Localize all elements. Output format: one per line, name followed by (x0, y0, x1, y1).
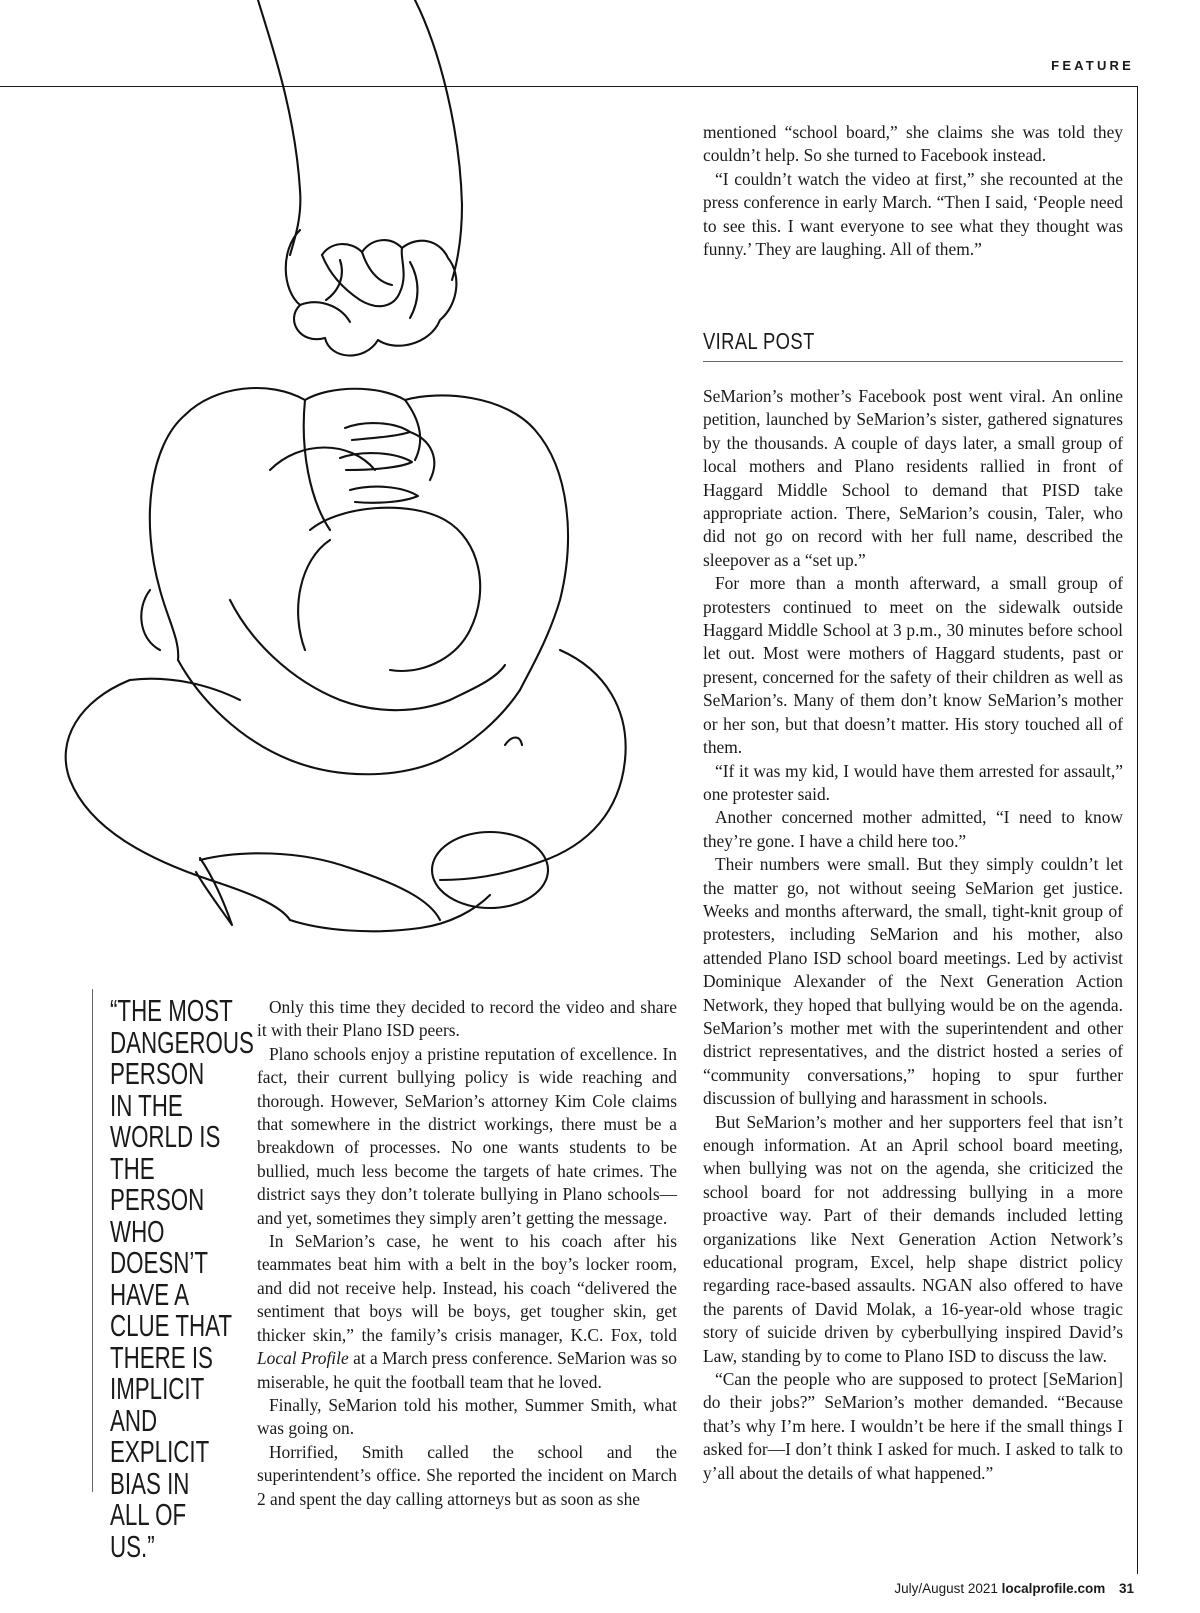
article-column-right-top (703, 121, 1123, 261)
paragraph: “If it was my kid, I would have them arrested for assault,” one protester said. (703, 760, 1123, 804)
pull-quote: “THE MOST DANGEROUS PERSON IN THE WORLD IS THE PERSON WHO DOESN’T HAVE A CLUE THAT THERE IS IMPLICIT AND EXPLICIT BIAS IN ALL OF US.” (110, 993, 254, 1564)
paragraph: Another concerned mother admitted, “I need to know they’re gone. I have a child here too.” (703, 807, 1123, 851)
pull-quote-rule (92, 989, 93, 1492)
paragraph: “Can the people who are supposed to protect [SeMarion] do their jobs?” SeMarion’s mother demanded. “Because that’s why I’m here. I wouldn’t be here if the small things I asked for—I don’t think I asked for much. I asked to talk to y’all about the details of what happened.” (703, 1369, 1123, 1483)
page-number: 31 (1118, 1581, 1134, 1596)
text-run: at a March press conference. SeMarion was so miserable, he quit the football team that he loved. (257, 1348, 677, 1392)
paragraph: Plano schools enjoy a pristine reputation of excellence. In fact, their current bullying policy is wide reaching and thorough. However, SeMarion’s attorney Kim Cole claims that somewhere in the district workings, there must be a breakdown of processes. No one wants students to be bullied, much less become the targets of hate crimes. The district says they don’t tolerate bullying in Plano schools—and yet, sometimes they simply aren’t getting the message. (257, 1043, 677, 1228)
paragraph: For more than a month afterward, a small group of protesters continued to meet on the sidewalk outside Haggard Middle School at 3 p.m., 30 minutes before school let out. Most were mothers of Haggard students, past or present, concerned for the safety of their children as well as SeMarion’s. Many of them don’t know SeMarion’s mother or her son, but that doesn’t matter. His story touched all of them. (703, 573, 1123, 758)
article-column-middle (257, 996, 677, 1511)
text-run: In SeMarion’s case, he went to his coach after his teammates beat him with a belt in the boy’s locker room, and did not receive help. Instead, his coach “delivered the sentiment that boys will be boys, get tougher skin, get thicker skin,” the family’s crisis manager, K.C. Fox, told (257, 1231, 677, 1345)
paragraph: mentioned “school board,” she claims she was told they couldn’t help. So she turned to Facebook instead. (703, 122, 1123, 166)
site-name: localprofile.com (1001, 1581, 1106, 1596)
issue-date: July/August 2021 (894, 1581, 998, 1596)
paragraph: Only this time they decided to record the video and share it with their Plano ISD peers. (257, 997, 677, 1041)
article-column-right (703, 385, 1123, 1485)
right-margin-rule (1137, 86, 1138, 1574)
paragraph: Horrified, Smith called the school and the superintendent’s office. She reported the incident on March 2 and spent the day calling attorneys but as soon as she (257, 1441, 677, 1509)
page-footer (894, 1581, 1134, 1596)
paragraph: Their numbers were small. But they simply couldn’t let the matter go, not without seeing SeMarion get justice. Weeks and months afterward, the small, tight-knit group of protesters, including SeMarion and his mother, also attended Plano ISD school board meetings. Led by activist Dominique Alexander of the Next Generation Action Network, they hoped that bullying would be on the agenda. SeMarion’s mother met with the superintendent and other district representatives, and the district hosted a series of “community conversations,” hoping to spur further discussion of bullying and harassment in schools. (703, 854, 1123, 1109)
paragraph: But SeMarion’s mother and her supporters feel that isn’t enough information. At an April school board meeting, when bullying was not on the agenda, she criticized the school board for not addressing bullying in a more proactive way. Part of their demands included letting organizations like Next Generation Action Network’s educational program, Excel, help shape district policy regarding race-based assaults. NGAN also offered to have the parents of David Molak, a 16-year-old whose tragic story of suicide driven by cyberbullying inspired David’s Law, standing by to come to Plano ISD to discuss the law. (703, 1111, 1123, 1366)
line-drawing-person-hugging-knees-icon (0, 0, 700, 990)
paragraph (257, 1230, 677, 1394)
section-subhead: VIRAL POST (703, 328, 815, 354)
section-label: FEATURE (1051, 58, 1134, 73)
subhead-rule (703, 361, 1123, 362)
paragraph: Finally, SeMarion told his mother, Summer Smith, what was going on. (257, 1394, 677, 1439)
magazine-name: Local Profile (257, 1348, 349, 1369)
paragraph: “I couldn’t watch the video at first,” she recounted at the press conference in early March. “Then I said, ‘People need to see this. I want everyone to see what they thought was funny.’ They are laughing. All of them.” (703, 168, 1123, 260)
paragraph: SeMarion’s mother’s Facebook post went viral. An online petition, launched by SeMarion’s sister, gathered signatures by the thousands. A couple of days later, a small group of local mothers and Plano residents rallied in front of Haggard Middle School to demand that PISD take appropriate action. There, SeMarion’s cousin, Taler, who did not go on record with her full name, described the sleepover as a “set up.” (703, 386, 1123, 570)
